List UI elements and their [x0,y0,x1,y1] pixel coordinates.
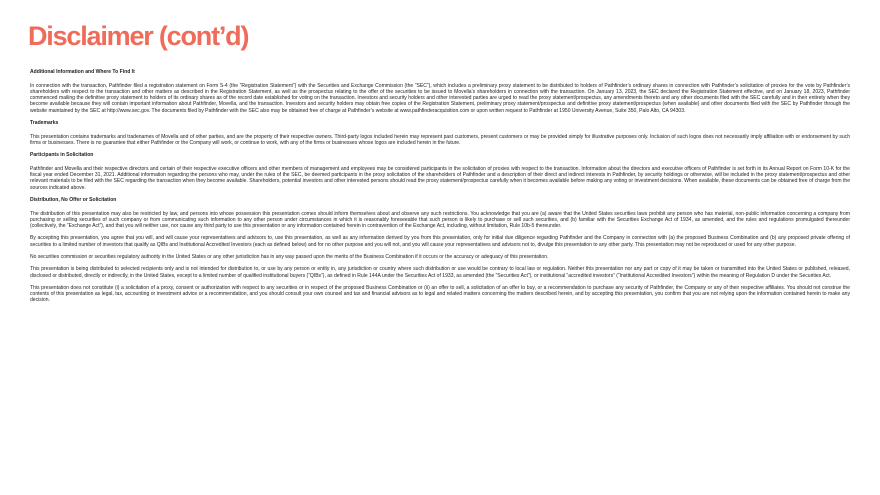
section-paragraph: By accepting this presentation, you agree that you will, and will cause your representatives and advisors to, use this presentation, as well as any information derived by you from this presentation, only for initial due diligence regarding Pathfinder and the Company in connection with (a) the proposed Business Combination and (b) any proposed private offering of securities to a limited number of investors that qualify as QIBs and Institutional Accredited Investors (each as defined below) and for no other purpose and you will not, and you will cause your representatives and advisors not to, divulge this presentation to any other party. This presentation may not be reproduced or used for any other purpose. [30,235,850,248]
section-paragraph: This presentation contains trademarks and tradenames of Movella and of other parties, and are the property of their respective owners. Third-party logos included herein may represent past customers, present customers or may be provided simply for illustrative purposes only. Inclusion of such logos does not necessarily imply affiliation with or endorsement by such firms or businesses. There is no guarantee that either Pathfinder or the Company will work, or continue to work, with any of the firms or businesses whose logos are included herein in the future. [30,133,850,146]
section-heading: Distribution, No Offer or Solicitation [30,196,117,203]
page-title: Disclaimer (cont’d) [28,21,249,51]
section-paragraph: In connection with the transaction, Pathfinder filed a registration statement on Form S-4 (the “Registration Statement”) with the Securities and Exchange Commission (the “SEC”), which includes a preliminary proxy statement to be distributed to holders of Pathfinder’s ordinary shares in connection with Pathfinder’s solicitation of proxies for the vote by Pathfinder’s shareholders with respect to the transaction and other matters as described in the Registration Statement, as well as the prospectus relating to the offer of the securities to be issued to Movella’s shareholders in connection with the transaction. On January 13, 2023, the SEC declared the Registration Statement effective, and on January 18, 2023, Pathfinder commenced mailing the definitive proxy statement to holders of its ordinary shares as of the record date established for voting on the transaction. Investors and security holders and other interested parties are urged to read the proxy statement/prospectus, any amendments thereto and any other documents filed with the SEC carefully and in their entirety when they become available because they will contain important information about Pathfinder, Movella, and the transaction. Investors and security holders may obtain free copies of the Registration Statement, preliminary proxy statement/prospectus and definitive proxy statement/prospectus (when available) and other documents filed with the SEC by Pathfinder through the website maintained by the SEC at http://www.sec.gov. The documents filed by Pathfinder with the SEC also may be obtained free of charge at Pathfinder’s website at www.pathfinderacquisition.com or upon written request to Pathfinder at 1950 University Avenue, Suite 350, Palo Alto, CA 94303. [30,82,850,114]
section-paragraph: The distribution of this presentation may also be restricted by law, and persons into whose possession this presentation comes should inform themselves about and observe any such restrictions. You acknowledge that you are (a) aware that the United States securities laws prohibit any person who has material, non-public information concerning a company from purchasing or selling securities of such company or from communicating such information to any other person under circumstances in which it is reasonably foreseeable that such person is likely to purchase or sell such securities, and (b) familiar with the Securities Exchange Act of 1934, as amended, and the rules and regulations promulgated thereunder (collectively, the “Exchange Act”), and that you will neither use, nor cause any third party to use this presentation or any information contained herein in contravention of the Exchange Act, including, without limitation, Rule 10b-5 thereunder. [30,210,850,230]
disclaimer-body [30,69,850,310]
section-heading: Trademarks [30,119,59,126]
section-heading: Participants in Solicitation [30,152,94,159]
section-distribution-no-offer [30,197,850,304]
section-additional-information [30,69,850,114]
section-paragraph: This presentation does not constitute (i) a solicitation of a proxy, consent or authorization with respect to any securities or in respect of the proposed Business Combination or (ii) an offer to sell, a solicitation of an offer to buy, or a recommendation to purchase any security of Pathfinder, the Company or any of their respective affiliates. You should not construe the contents of this presentation as legal, tax, accounting or investment advice or a recommendation, and you should consult your own counsel and tax and financial advisors as to legal and related matters concerning the matters described herein, and by accepting this presentation, you confirm that you are not relying upon the information contained herein to make any decision. [30,284,850,304]
section-paragraph: Pathfinder and Movella and their respective directors and certain of their respective executive officers and other members of management and employees may be considered participants in the solicitation of proxies with respect to the transaction. Information about the directors and executive officers of Pathfinder is set forth in its Annual Report on Form 10-K for the fiscal year ended December 31, 2021. Additional information regarding the persons who may, under the rules of the SEC, be deemed participants in the proxy solicitation of the shareholders of Pathfinder and a description of their direct and indirect interests in Pathfinder, by security holdings or otherwise, will be included in the proxy statement/prospectus and other relevant materials to be filed with the SEC regarding the transaction when they become available. Shareholders, potential investors and other interested persons should read the proxy statement/prospectus carefully when it becomes available before making any voting or investment decisions. When available, these documents can be obtained free of charge from the sources indicated above. [30,165,850,191]
section-paragraph: This presentation is being distributed to selected recipients only and is not intended for distribution to, or use by any person or entity in, any jurisdiction or country where such distribution or use would be contrary to local law or regulation. Neither this presentation nor any part or copy of it may be taken or transmitted into the United States or published, released, disclosed or distributed, directly or indirectly, in the United States, except to a limited number of qualified institutional buyers (“QIBs”), as defined in Rule 144A under the Securities Act of 1933, as amended (the “Securities Act”), or institutional “accredited investors” (“Institutional Accredited Investors”) within the meaning of Regulation D under the Securities Act. [30,266,850,279]
section-paragraph: No securities commission or securities regulatory authority in the United States or any other jurisdiction has in any way passed upon the merits of the Business Combination if it occurs or the accuracy or adequacy of this presentation. [30,254,549,261]
section-participants-in-solicitation [30,152,850,191]
section-trademarks [30,120,850,146]
section-heading: Additional Information and Where To Find It [30,69,135,75]
